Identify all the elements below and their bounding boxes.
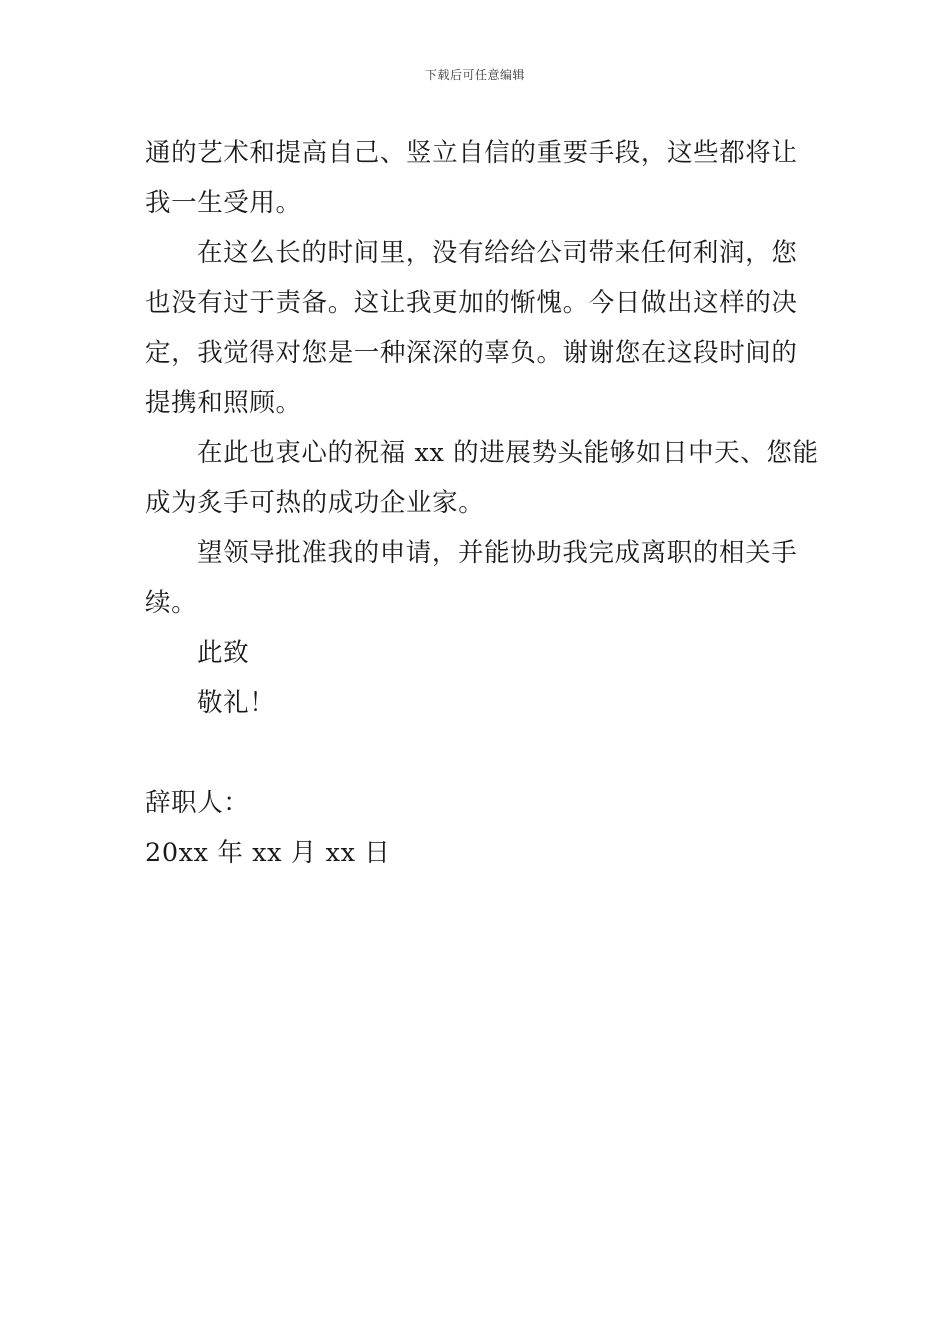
closing-regards: 敬礼！: [197, 688, 276, 718]
paragraph-line: 也没有过于责备。这让我更加的惭愧。今日做出这样的决: [145, 288, 798, 318]
paragraph-line: 我一生受用。: [145, 188, 302, 218]
signature-label: 辞职人：: [145, 788, 250, 818]
spacer: [145, 728, 807, 778]
letter-body: [145, 128, 819, 878]
paragraph-line: 在此也衷心的祝福 xx 的进展势头能够如日中天、您能: [197, 438, 819, 468]
paragraph-line: 成为炙手可热的成功企业家。: [145, 488, 485, 518]
signature-date: 20xx 年 xx 月 xx 日: [145, 838, 391, 868]
paragraph-line: 在这么长的时间里，没有给给公司带来任何利润，您: [197, 238, 798, 268]
paragraph-line: 提携和照顾。: [145, 388, 302, 418]
paragraph-line: 续。: [145, 588, 198, 618]
header-note: 下载后可任意编辑: [424, 68, 525, 82]
paragraph-line: 望领导批准我的申请，并能协助我完成离职的相关手: [197, 538, 798, 568]
closing-salutation: 此致: [197, 638, 250, 668]
paragraph-line: 通的艺术和提高自己、竖立自信的重要手段，这些都将让: [145, 138, 798, 168]
paragraph-line: 定，我觉得对您是一种深深的辜负。谢谢您在这段时间的: [145, 338, 798, 368]
